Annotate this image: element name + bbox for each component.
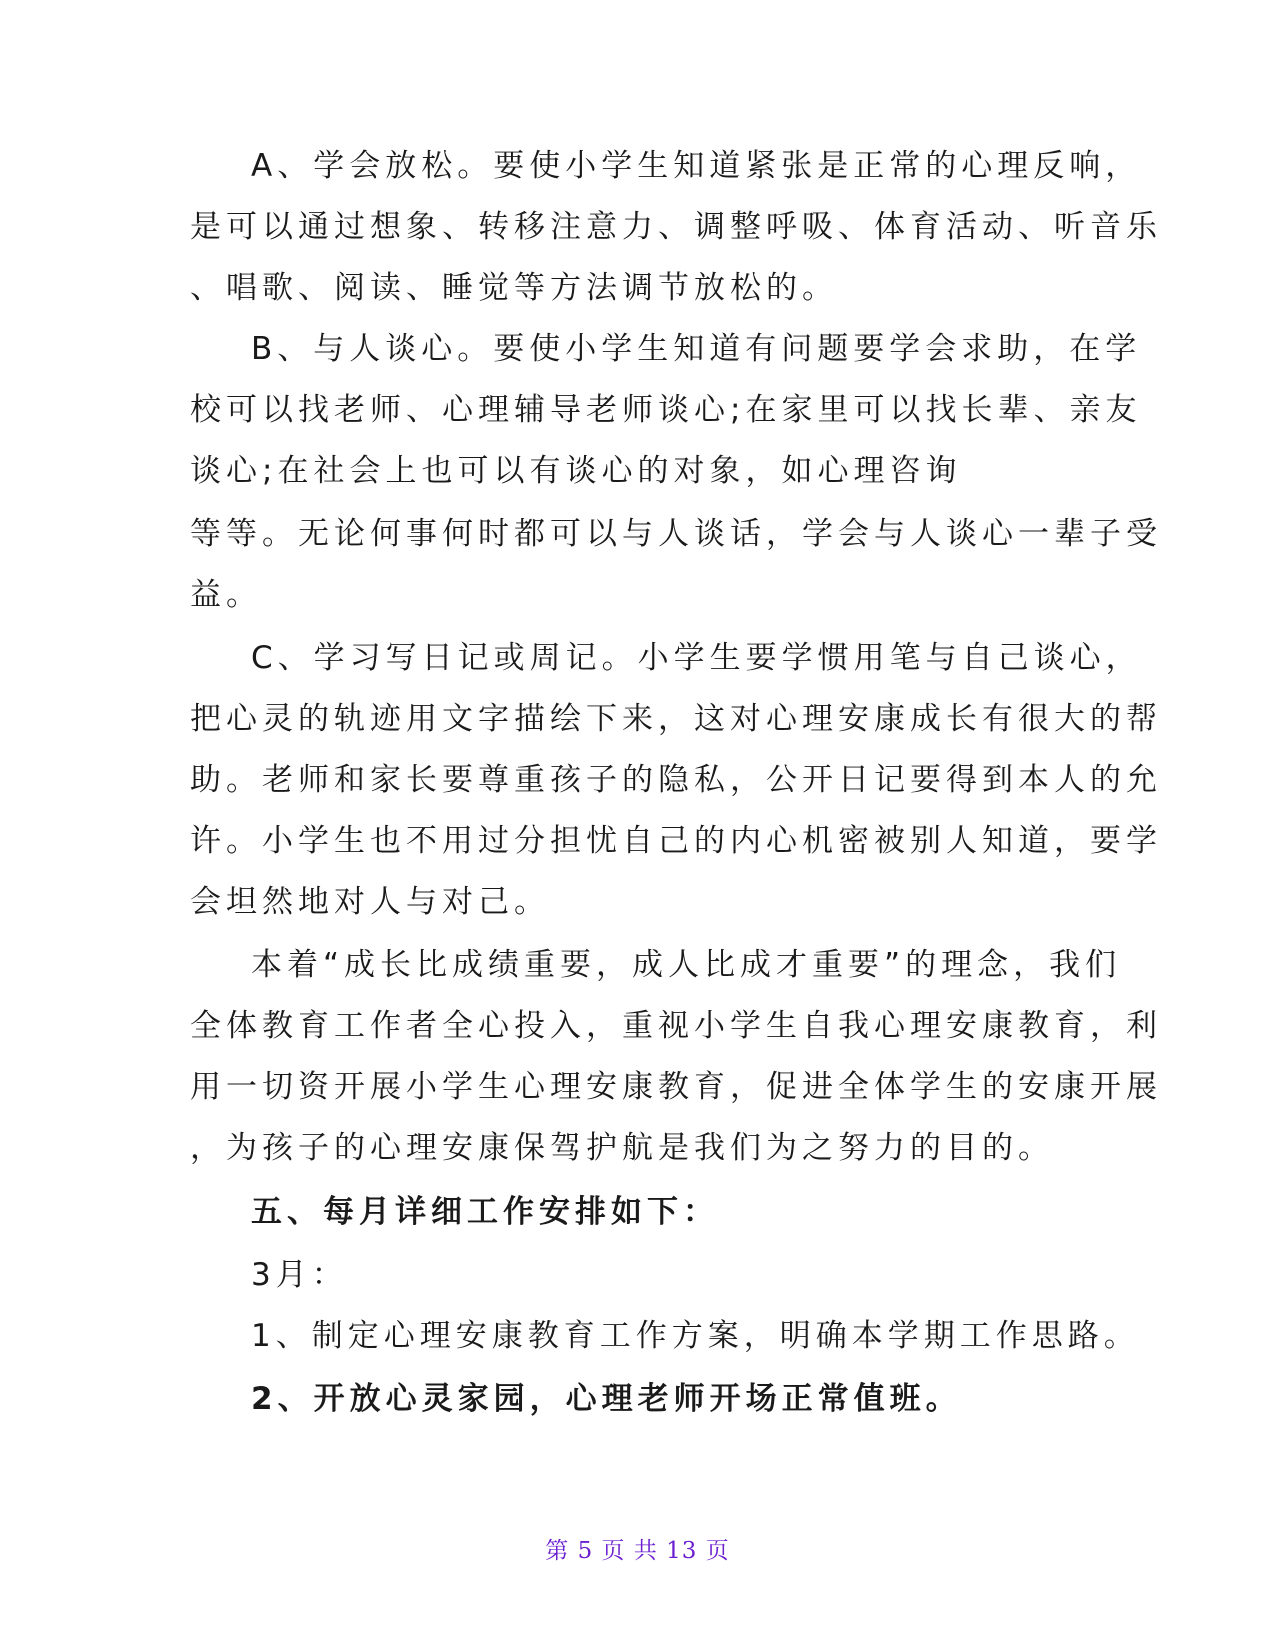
paragraph-b-line-5: 益。 (190, 577, 262, 613)
paragraph-b-line-2: 校可以找老师、心理辅导老师谈心;在家里可以找长辈、亲友 (190, 392, 1142, 428)
page-number-label: 第 5 页 共 13 页 (545, 1538, 730, 1564)
paragraph-b-line-3: 谈心;在社会上也可以有谈心的对象，如心理咨询 (190, 453, 962, 489)
paragraph-a-line-1: A、学会放松。要使小学生知道紧张是正常的心理反响， (251, 148, 1142, 184)
paragraph-d-line-3: 用一切资开展小学生心理安康教育，促进全体学生的安康开展 (190, 1069, 1162, 1105)
task-item-2: 2、开放心灵家园，心理老师开场正常值班。 (251, 1381, 962, 1417)
paragraph-b-line-1: B、与人谈心。要使小学生知道有问题要学会求助，在学 (251, 331, 1142, 367)
paragraph-c-line-4: 许。小学生也不用过分担忧自己的内心机密被别人知道，要学 (190, 823, 1162, 859)
paragraph-d-line-2: 全体教育工作者全心投入，重视小学生自我心理安康教育，利 (190, 1008, 1162, 1044)
paragraph-c-line-2: 把心灵的轨迹用文字描绘下来，这对心理安康成长有很大的帮 (190, 701, 1162, 737)
task-item-1: 1、制定心理安康教育工作方案，明确本学期工作思路。 (251, 1318, 1140, 1354)
paragraph-b-line-4: 等等。无论何事何时都可以与人谈话，学会与人谈心一辈子受 (190, 516, 1162, 552)
paragraph-c-line-5: 会坦然地对人与对己。 (190, 884, 550, 920)
paragraph-d-line-4: ，为孩子的心理安康保驾护航是我们为之努力的目的。 (190, 1130, 1054, 1166)
paragraph-c-line-1: C、学习写日记或周记。小学生要学惯用笔与自己谈心， (251, 640, 1142, 676)
paragraph-a-line-3: 、唱歌、阅读、睡觉等方法调节放松的。 (190, 270, 838, 306)
month-label: 3月： (251, 1257, 348, 1293)
page-footer (0, 1532, 1275, 1565)
paragraph-a-line-2: 是可以通过想象、转移注意力、调整呼吸、体育活动、听音乐 (190, 209, 1162, 245)
paragraph-d-line-1: 本着“成长比成绩重要，成人比成才重要”的理念，我们 (251, 947, 1122, 983)
paragraph-c-line-3: 助。老师和家长要尊重孩子的隐私，公开日记要得到本人的允 (190, 762, 1162, 798)
section-heading: 五、每月详细工作安排如下： (251, 1194, 719, 1230)
